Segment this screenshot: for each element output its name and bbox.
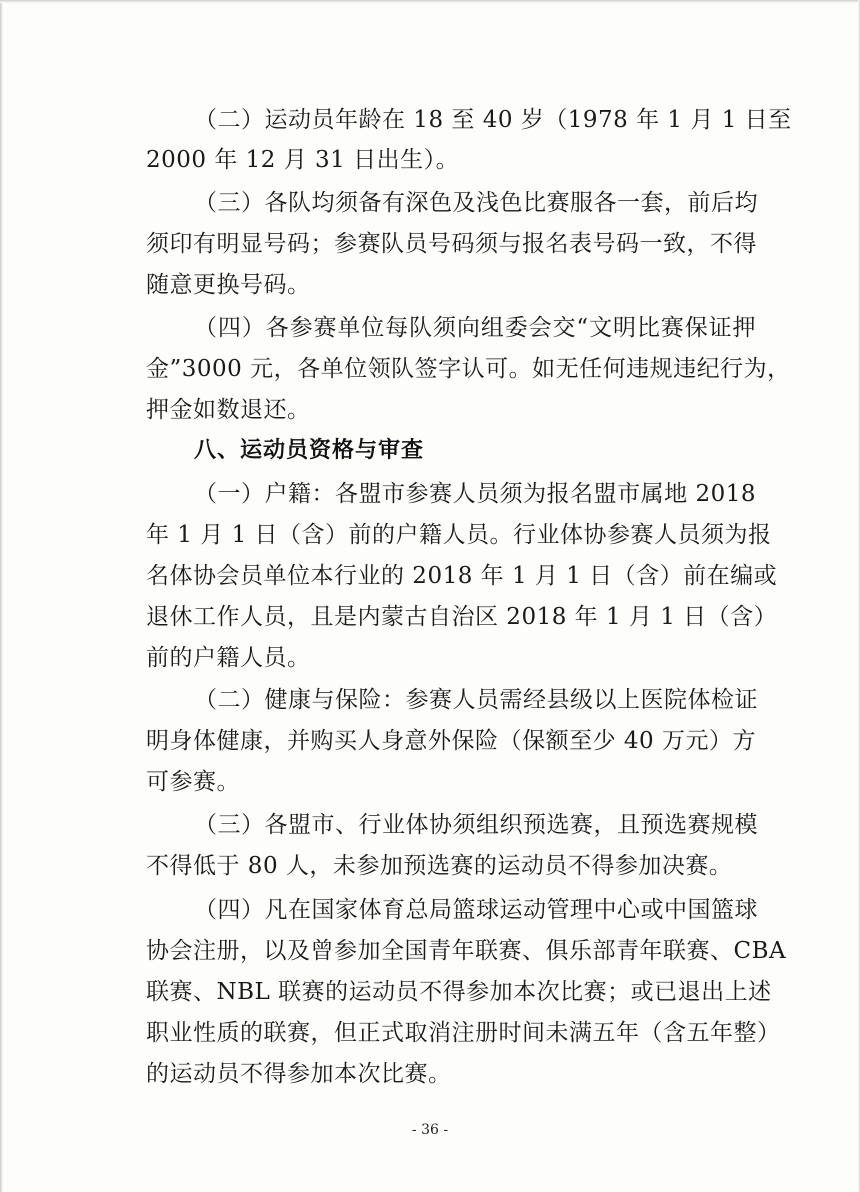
paragraph-registration-line-2: 协会注册，以及曾参加全国青年联赛、俱乐部青年联赛、CBA (146, 938, 787, 964)
section-heading: 八、运动员资格与审查 (194, 438, 425, 463)
paragraph-uniform-line-2: 须印有明显号码；参赛队员号码须与报名表号码一致，不得 (146, 231, 757, 257)
paragraph-registration-line-1: （四）凡在国家体育总局篮球运动管理中心或中国篮球 (194, 897, 758, 923)
page-number: - 36 - (411, 1122, 449, 1138)
paragraph-preliminary-line-1: （三）各盟市、行业体协须组织预选赛，且预选赛规模 (194, 812, 758, 838)
paragraph-preliminary-line-2: 不得低于 80 人，未参加预选赛的运动员不得参加决赛。 (146, 853, 733, 879)
paragraph-health-line-1: （二）健康与保险：参赛人员需经县级以上医院体检证 (194, 687, 758, 713)
paragraph-deposit-line-1: （四）各参赛单位每队须向组委会交“文明比赛保证押 (194, 315, 756, 341)
paragraph-uniform-line-1: （三）各队均须备有深色及浅色比赛服各一套，前后均 (194, 190, 758, 216)
paragraph-residence-line-5: 前的户籍人员。 (146, 645, 311, 671)
paragraph-health-line-3: 可参赛。 (146, 769, 240, 795)
paragraph-registration-line-4: 职业性质的联赛，但正式取消注册时间未满五年（含五年整） (146, 1020, 781, 1046)
paragraph-residence-line-1: （一）户籍：各盟市参赛人员须为报名盟市属地 2018 (194, 481, 756, 507)
scan-edge-left (0, 0, 3, 1192)
paragraph-age-line-1: （二）运动员年龄在 18 至 40 岁（1978 年 1 月 1 日至 (194, 107, 792, 133)
paragraph-registration-line-5: 的运动员不得参加本次比赛。 (146, 1061, 452, 1087)
paragraph-deposit-line-2: 金”3000 元，各单位领队签字认可。如无任何违规违纪行为， (146, 356, 791, 382)
paragraph-uniform-line-3: 随意更换号码。 (146, 272, 311, 298)
paragraph-residence-line-3: 名体协会员单位本行业的 2018 年 1 月 1 日（含）前在编或 (146, 563, 778, 589)
paragraph-age-line-2: 2000 年 12 月 31 日出生）。 (146, 147, 460, 173)
paragraph-residence-line-2: 年 1 月 1 日（含）前的户籍人员。行业体协参赛人员须为报 (146, 522, 772, 548)
paragraph-residence-line-4: 退休工作人员，且是内蒙古自治区 2018 年 1 月 1 日（含） (146, 604, 778, 630)
scan-edge-top (0, 0, 860, 3)
paragraph-registration-line-3: 联赛、NBL 联赛的运动员不得参加本次比赛；或已退出上述 (146, 979, 772, 1005)
paragraph-deposit-line-3: 押金如数退还。 (146, 397, 311, 423)
paragraph-health-line-2: 明身体健康，并购买人身意外保险（保额至少 40 万元）方 (146, 728, 756, 754)
